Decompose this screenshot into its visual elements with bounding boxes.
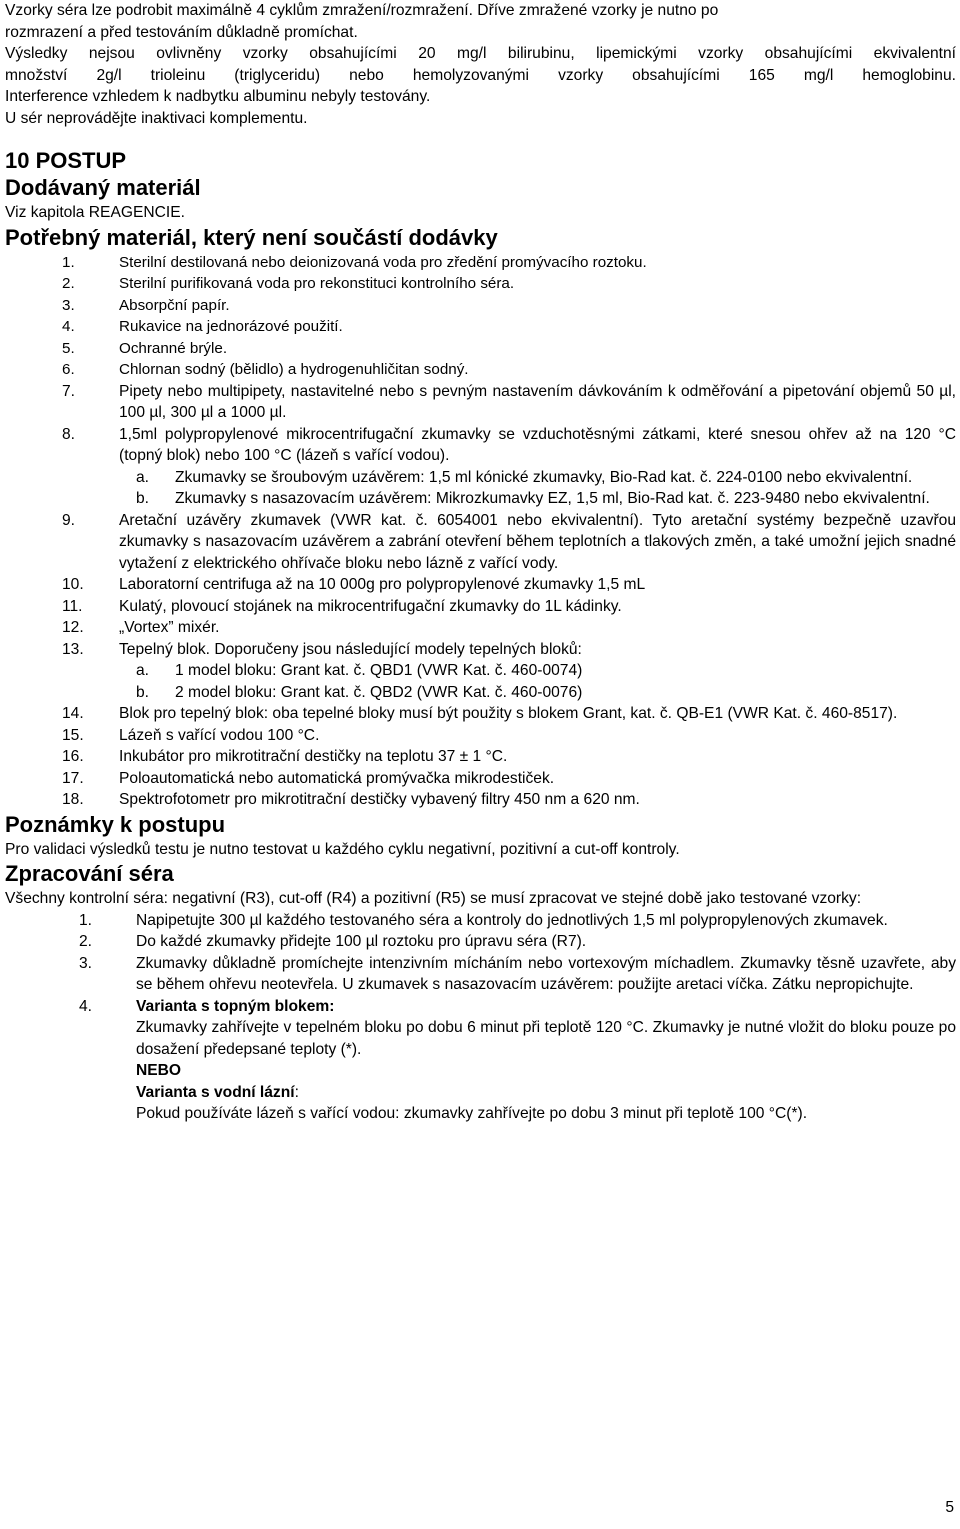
serum-steps-list <box>5 910 956 1125</box>
list-item: 16. Inkubátor pro mikrotitrační destičky na teplotu 37 ± 1 °C. <box>62 748 508 765</box>
variant-water-bath-title: Varianta s vodní lázní: <box>136 1083 299 1101</box>
section-title: 10 POSTUP <box>5 148 127 173</box>
list-item: 17. Poloautomatická nebo automatická promývačka mikrodestiček. <box>62 769 555 787</box>
variant-heating-block-text: Zkumavky zahřívejte v tepelném bloku po dobu 6 minut při teplotě 120 °C. Zkumavky je nutné vložit do bloku pouze po dosažení předepsané teploty (*). <box>136 1019 956 1058</box>
list-item: 9. Aretační uzávěry zkumavek (VWR kat. č. 6054001 nebo ekvivalentní). Tyto aretační systémy bezpečně uzavřou zkumavky s nasazovacím uzávěrem a zabrání otevření během teplotních a tlakových změn, a také umožní jejich snadné vytažení z elektrického ohřívače bloku nebo lázně z vařící vody. <box>62 511 956 572</box>
list-item: 1. Sterilní destilovaná nebo deionizovaná voda pro zředění promývacího roztoku. <box>62 253 647 271</box>
or-label: NEBO <box>136 1062 182 1079</box>
list-subitem: b. Zkumavky s nasazovacím uzávěrem: Mikrozkumavky EZ, 1,5 ml, Bio-Rad kat. č. 223-9480 nebo ekvivalentní. <box>136 490 930 507</box>
list-item: 3. Zkumavky důkladně promíchejte intenzivním mícháním nebo vortexovým míchadlem. Zkumavky těsně uzavřete, aby se během ohřevu neotevřela. U zkumavek s nasazovacím uzávěrem: použijte aretaci víčka. Zátku nepropichujte. <box>79 954 956 993</box>
intro-albumin: Interference vzhledem k nadbytku albuminu nebyly testovány. <box>5 88 431 105</box>
intro-complement: U sér neprovádějte inaktivaci komplementu. <box>5 109 308 127</box>
variant-heating-block-title: Varianta s topným blokem: <box>136 997 335 1015</box>
list-subitem: a. 1 model bloku: Grant kat. č. QBD1 (VWR Kat. č. 460-0074) <box>136 662 583 679</box>
notes-heading: Poznámky k postupu <box>5 811 226 837</box>
list-item: 13. Tepelný blok. Doporučeny jsou následující modely tepelných bloků: <box>62 640 582 658</box>
list-item: 10. Laboratorní centrifuga až na 10 000g pro polypropylenové zkumavky 1,5 mL <box>62 576 646 593</box>
list-item: 5. Ochranné brýle. <box>62 339 228 357</box>
list-item: 4. Varianta s topným blokem: Zkumavky zahřívejte v tepelném bloku po dobu 6 minut při teplotě 120 °C. Zkumavky je nutné vložit do bloku pouze po dosažení předepsané teploty (*). NEBO Varianta s vodní lázní: Pokud používáte lázeň s vařící vodou: zkumavky zahřívejte po dobu 3 minut při teplotě 100 °C(*). <box>5 996 956 1125</box>
list-item: 15. Lázeň s vařící vodou 100 °C. <box>62 726 320 744</box>
list-item: 3. Absorpční papír. <box>62 296 230 314</box>
list-subitem: b. 2 model bloku: Grant kat. č. QBD2 (VWR Kat. č. 460-0076) <box>136 683 583 701</box>
list-item: 1. Napipetujte 300 µl každého testovaného séra a kontroly do jednotlivých 1,5 ml polypropylenových zkumavek. <box>79 911 888 929</box>
needed-material-list <box>5 252 956 811</box>
list-item: 4. Rukavice na jednorázové použití. <box>62 318 343 335</box>
document-page <box>5 0 956 1125</box>
notes-text: Pro validaci výsledků testu je nutno testovat u každého cyklu negativní, pozitivní a cut-off kontroly. <box>5 840 680 858</box>
supplied-text: Viz kapitola REAGENCIE. <box>5 204 185 221</box>
list-item: 7. Pipety nebo multipipety, nastavitelné nebo s pevným nastavením dávkováním k odměřování a pipetování objemů 50 µl, 100 µl, 300 µl a 1000 µl. <box>62 382 956 421</box>
intro-interference-line1: Výsledky nejsou ovlivněny vzorky obsahujícími 20 mg/l bilirubinu, lipemickými vzorky obsahujícími ekvivalentní <box>5 45 956 62</box>
serum-heading: Zpracování séra <box>5 861 174 886</box>
supplied-heading: Dodávaný materiál <box>5 175 201 200</box>
list-item: 11. Kulatý, plovoucí stojánek na mikrocentrifugační zkumavky do 1L kádinky. <box>62 597 622 615</box>
intro-freeze-line1: Vzorky séra lze podrobit maximálně 4 cyklům zmražení/rozmražení. Dříve zmražené vzorky je nutno po <box>5 2 719 19</box>
serum-intro: Všechny kontrolní séra: negativní (R3), cut-off (R4) a pozitivní (R5) se musí zpracovat ve stejné době jako testované vzorky: <box>5 890 862 907</box>
list-item: 12. „Vortex” mixér. <box>62 619 220 636</box>
needed-heading: Potřebný materiál, který není součástí dodávky <box>5 224 498 250</box>
variant-water-bath-text: Pokud používáte lázeň s vařící vodou: zkumavky zahřívejte po dobu 3 minut při teplotě 100 °C(*). <box>136 1105 808 1122</box>
list-item: 14. Blok pro tepelný blok: oba tepelné bloky musí být použity s blokem Grant, kat. č. QB-E1 (VWR Kat. č. 460-8517). <box>62 705 898 722</box>
list-item: 2. Do každé zkumavky přidejte 100 µl roztoku pro úpravu séra (R7). <box>79 933 587 950</box>
intro-interference-line2: množství 2g/l trioleinu (triglyceridu) nebo hemolyzovanými vzorky obsahujícími 165 mg/l hemoglobinu. <box>5 66 956 84</box>
intro-freeze-line2: rozmrazení a před testováním důkladně promíchat. <box>5 23 358 41</box>
list-item: 6. Chlornan sodný (bělidlo) a hydrogenuhličitan sodný. <box>62 361 469 378</box>
list-subitem: a. Zkumavky se šroubovým uzávěrem: 1,5 ml kónické zkumavky, Bio-Rad kat. č. 224-0100 nebo ekvivalentní. <box>136 468 913 486</box>
list-item: 18. Spektrofotometr pro mikrotitrační destičky vybavený filtry 450 nm a 620 nm. <box>62 791 640 808</box>
page-number: 5 <box>945 1499 954 1516</box>
list-item: 8. 1,5ml polypropylenové mikrocentrifugační zkumavky se vzduchotěsnými zátkami, které snesou ohřev až na 120 °C (topný blok) nebo 100 °C (lázeň s vařící vodou). <box>62 425 956 464</box>
list-item: 2. Sterilní purifikovaná voda pro rekonstituci kontrolního séra. <box>62 275 515 292</box>
